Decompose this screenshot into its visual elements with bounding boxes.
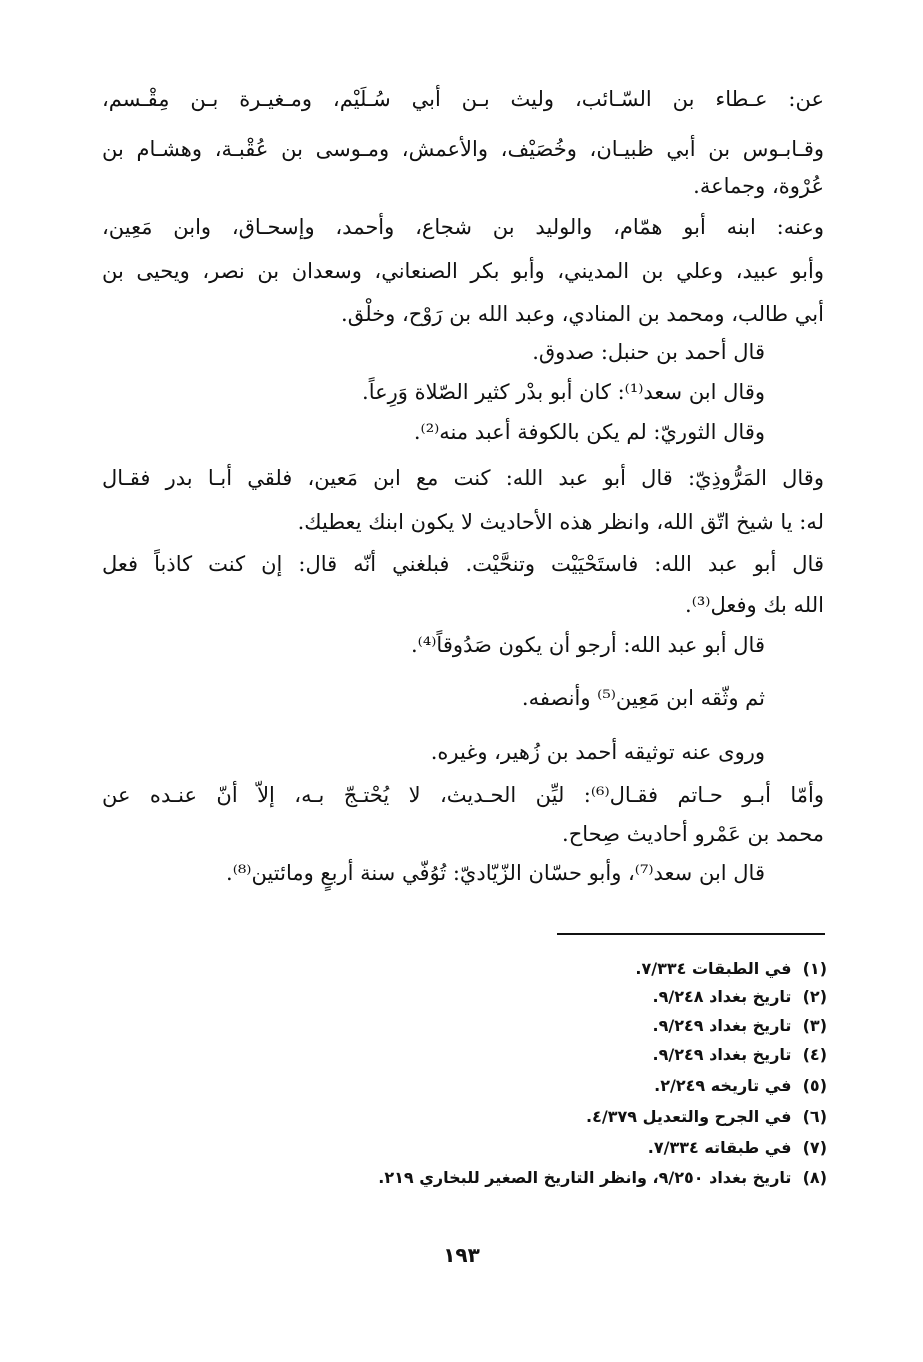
footnote-text: تاريخ بغداد ٩/٢٥٠، وانظر التاريخ الصغير للبخاري ٢١٩. [378, 1168, 792, 1187]
page-number: ١٩٣ [443, 1243, 480, 1267]
footnote [648, 1137, 827, 1159]
body-line: وعنه: ابنه أبو همّام، والوليد بن شجاع، وأحمد، وإسحـاق، وابن مَعِين، [102, 215, 824, 239]
footnote [654, 1075, 827, 1097]
body-line: قال ابن سعد⁽⁷⁾، وأبو حسّان الزّيّاديّ: تُوُفّي سنة أربعٍ ومائتين⁽⁸⁾. [226, 861, 765, 885]
footnote [635, 958, 827, 980]
footnote-number: (١) [802, 959, 827, 978]
body-line: وأمّا أبـو حـاتم فقـال⁽⁶⁾: ليِّن الحـديث، لا يُحْتـجّ بـه، إلاّ أنّ عنـده عن [102, 783, 824, 807]
body-line: وأبو عبيد، وعلي بن المديني، وأبو بكر الصنعاني، وسعدان بن نصر، ويحيى بن [102, 259, 824, 283]
body-line: قال أبو عبد الله: فاستَحْيَيْت وتنحَّيْت. فبلغني أنّه قال: إن كنت كاذباً فعل [102, 552, 824, 576]
footnote-text: في الجرح والتعديل ٤/٣٧٩. [586, 1107, 792, 1126]
body-line: قال أحمد بن حنبل: صدوق. [532, 340, 765, 364]
body-line: الله بك وفعل⁽³⁾. [685, 593, 824, 617]
footnote-number: (٤) [802, 1045, 827, 1064]
footnote-number: (٧) [802, 1138, 827, 1157]
body-line: وقال ابن سعد⁽¹⁾: كان أبو بدْر كثير الصّلاة وَرِعاً. [362, 380, 765, 404]
body-line: قال أبو عبد الله: أرجو أن يكون صَدُوقاً⁽⁴⁾. [411, 633, 765, 657]
footnote-separator [557, 933, 825, 935]
footnote-text: تاريخ بغداد ٩/٢٤٩. [652, 1016, 792, 1035]
footnote [653, 1044, 827, 1066]
body-line: له: يا شيخ اتّق الله، وانظر هذه الأحاديث لا يكون ابنك يعطيك. [297, 510, 824, 534]
footnote-text: في تاريخه ٢/٢٤٩. [654, 1076, 792, 1095]
footnote-text: تاريخ بغداد ٩/٢٤٨. [652, 987, 792, 1006]
body-line: عُرْوة، وجماعة. [693, 174, 824, 198]
footnote-number: (٥) [802, 1076, 827, 1095]
body-line: وقال المَرُّوذِيّ: قال أبو عبد الله: كنت مع ابن مَعين، فلقي أبـا بدر فقـال [102, 466, 824, 490]
footnote-text: في الطبقات ٧/٣٣٤. [635, 959, 792, 978]
footnote-number: (٣) [802, 1016, 827, 1035]
body-line: وروى عنه توثيقه أحمد بن زُهير، وغيره. [430, 740, 765, 764]
footnote-number: (٨) [802, 1168, 827, 1187]
footnote [378, 1167, 827, 1189]
footnote [586, 1106, 827, 1128]
body-line: وقال الثوريّ: لم يكن بالكوفة أعبد منه⁽²⁾. [413, 420, 765, 444]
footnote-text: تاريخ بغداد ٩/٢٤٩. [652, 1045, 792, 1064]
footnote-number: (٢) [802, 987, 827, 1006]
body-line: وقـابـوس بن أبي ظبيـان، وخُصَيْف، والأعمش، ومـوسى بن عُقْبـة، وهشـام بن [102, 137, 824, 161]
footnote [653, 1015, 827, 1037]
body-line: عن: عـطاء بن السّـائب، وليث بـن أبي سُـلَيْم، ومـغيـرة بـن مِقْـسم، [102, 87, 824, 111]
footnote [653, 986, 827, 1008]
footnote-number: (٦) [802, 1107, 827, 1126]
body-line: ثم وثّقه ابن مَعِين⁽⁵⁾ وأنصفه. [521, 686, 765, 710]
body-line: أبي طالب، ومحمد بن المنادي، وعبد الله بن رَوْح، وخلْق. [341, 302, 824, 326]
footnote-text: في طبقاته ٧/٣٣٤. [647, 1138, 792, 1157]
body-line: محمد بن عَمْرو أحاديث صِحاح. [562, 822, 824, 846]
